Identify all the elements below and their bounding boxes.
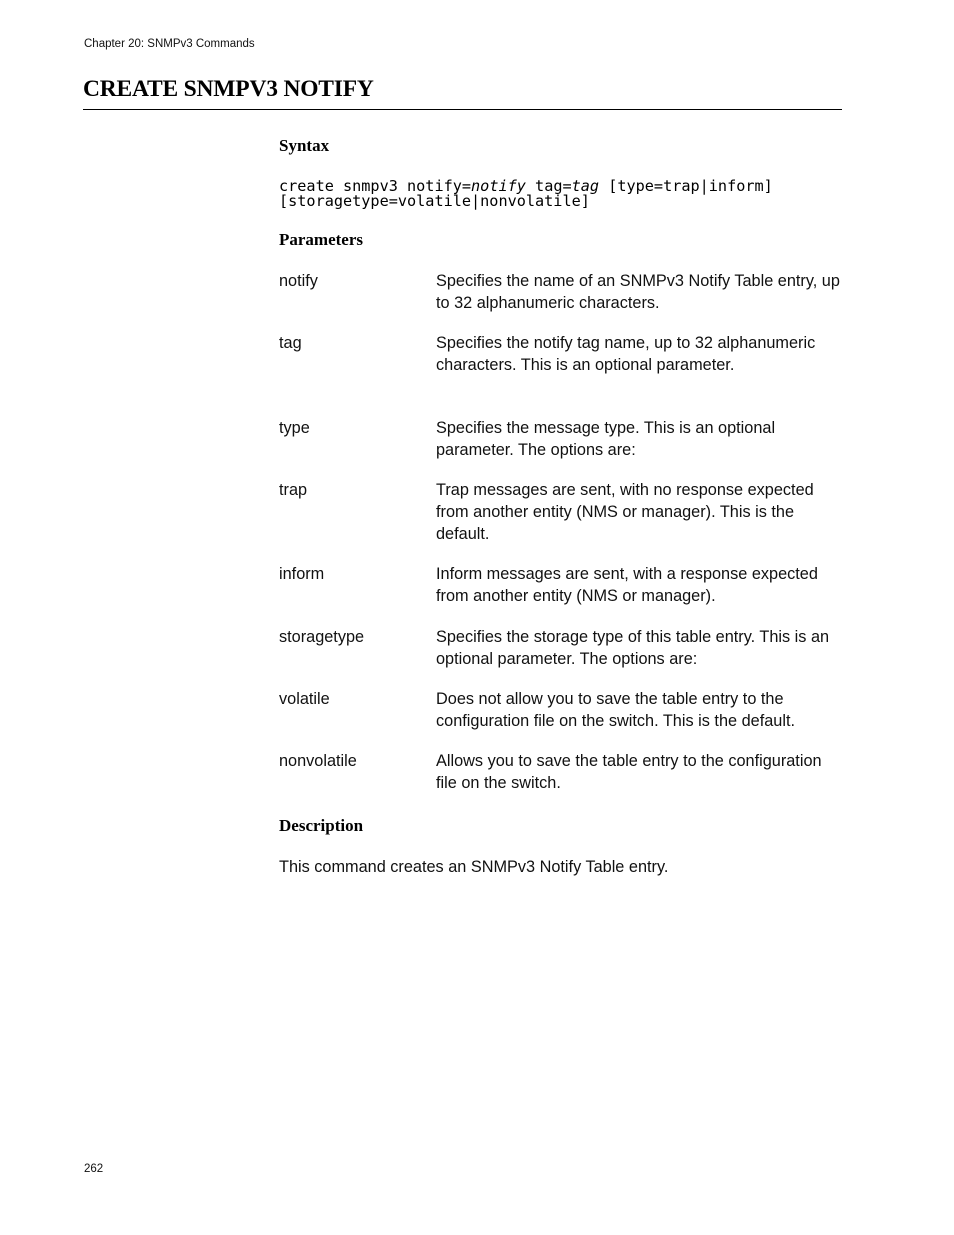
parameter-name: type (279, 419, 310, 437)
syntax-notify-placeholder: notify (471, 177, 526, 195)
section-divider (83, 109, 842, 110)
syntax-code-text: [storagetype=volatile|nonvolatile] (279, 192, 590, 210)
description-text: This command creates an SNMPv3 Notify Table entry. (279, 858, 669, 876)
parameter-name: trap (279, 481, 308, 499)
parameter-name: storagetype (279, 628, 365, 646)
parameters-heading: Parameters (279, 230, 364, 249)
description-heading: Description (279, 816, 364, 835)
parameter-description: Specifies the notify tag name, up to 32 alphanumeric characters. This is an optional parameter. (436, 334, 816, 374)
parameter-name: notify (279, 272, 318, 290)
parameter-name: inform (279, 565, 325, 583)
parameter-description: Specifies the name of an SNMPv3 Notify Table entry, up to 32 alphanumeric characters. (436, 272, 840, 312)
parameter-name: tag (279, 334, 302, 352)
page-number: 262 (84, 1163, 104, 1175)
syntax-heading: Syntax (279, 136, 330, 155)
parameter-name: nonvolatile (279, 752, 357, 770)
parameter-description: Allows you to save the table entry to the configuration file on the switch. (436, 752, 822, 792)
syntax-code-text: create snmpv3 notify= (279, 177, 472, 195)
syntax-code-text: [type=trap|inform] (599, 177, 773, 195)
syntax-tag-placeholder: tag (571, 177, 600, 195)
section-title: CREATE SNMPV3 NOTIFY (83, 76, 374, 102)
syntax-code-block (279, 179, 773, 209)
parameter-description: Inform messages are sent, with a response expected from another entity (NMS or manager). (436, 565, 818, 605)
parameter-description: Specifies the storage type of this table entry. This is an optional parameter. The options are: (436, 628, 830, 668)
parameter-name: volatile (279, 690, 330, 708)
parameter-description: Specifies the message type. This is an optional parameter. The options are: (436, 419, 776, 459)
syntax-code-text: tag= (525, 177, 572, 195)
running-header: Chapter 20: SNMPv3 Commands (84, 38, 255, 50)
parameter-description: Trap messages are sent, with no response expected from another entity (NMS or manager). This is the default. (436, 481, 814, 543)
parameter-description: Does not allow you to save the table entry to the configuration file on the switch. This is the default. (436, 690, 795, 730)
